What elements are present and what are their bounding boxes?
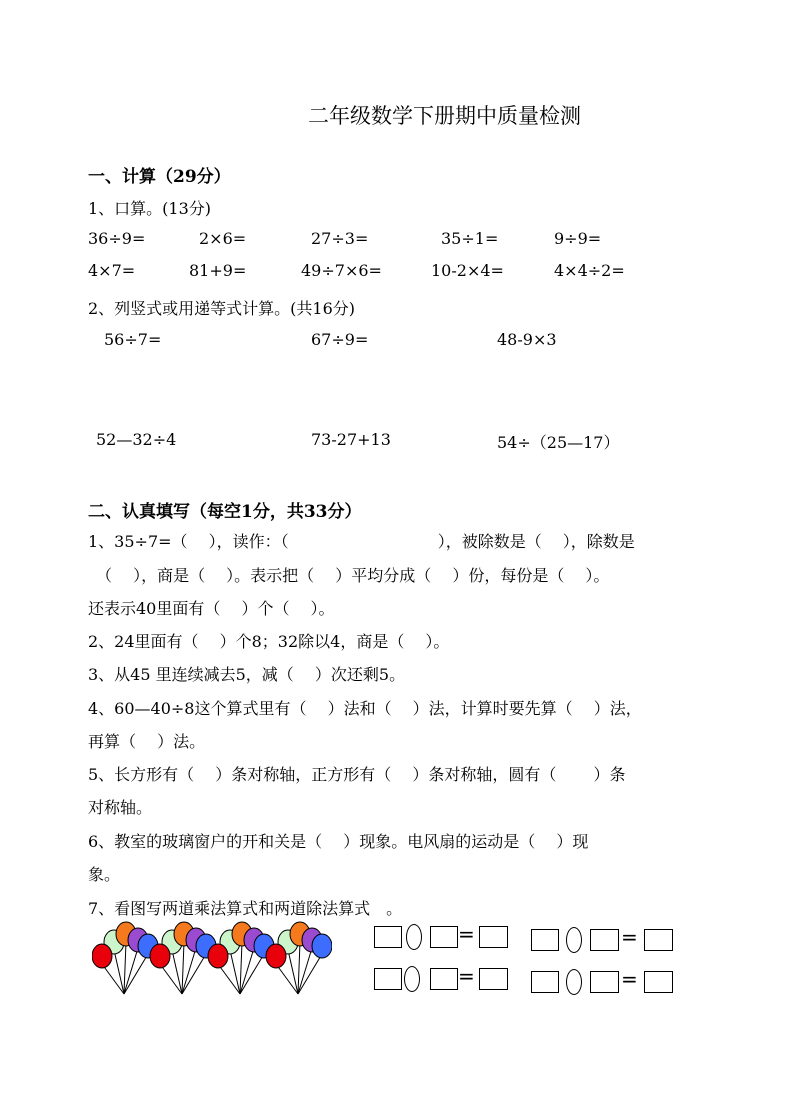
answer-box [590, 971, 619, 993]
fill-line: 象。 [88, 865, 121, 884]
oral-calc-item: 4×4÷2= [554, 261, 625, 280]
fill-line: 3、从45 里连续减去5，减（ ）次还剩5。 [88, 665, 406, 684]
oral-calc-item: 35÷1= [441, 229, 499, 248]
equals-sign: = [458, 922, 475, 946]
balloon-string [240, 942, 242, 994]
balloon-string [182, 948, 196, 994]
oral-calc-item: 4×7= [88, 261, 136, 280]
balloon-string [240, 948, 254, 994]
vertical-calc-item: 67÷9= [311, 330, 369, 349]
oral-calc-item: 81+9= [189, 261, 247, 280]
answer-box [374, 968, 402, 990]
balloon-string [298, 942, 300, 994]
oral-calc-item: 49÷7×6= [301, 261, 382, 280]
answer-box [430, 968, 458, 990]
balloon [150, 944, 170, 968]
vertical-calc-item: 52—32÷4 [96, 430, 177, 449]
fill-line: 1、35÷7=（ ），读作：（ ），被除数是（ ），除数是 [88, 532, 635, 551]
fill-line: 2、24里面有（ ）个8；32除以4，商是（ ）。 [88, 632, 450, 651]
oral-calc-item: 9÷9= [554, 229, 602, 248]
oral-calc-item: 10-2×4= [431, 261, 504, 280]
section-2-heading: 二、认真填写（每空1分，共33分） [88, 502, 362, 522]
answer-box [430, 926, 458, 948]
answer-box [531, 971, 559, 993]
balloon-bunch [150, 922, 216, 994]
operator-oval [566, 969, 582, 995]
section-1-heading: 一、计算（29分） [88, 167, 231, 187]
fill-line: 6、教室的玻璃窗户的开和关是（ ）现象。电风扇的运动是（ ）现 [88, 832, 589, 851]
balloon-bunch [208, 922, 274, 994]
page-title: 二年级数学下册期中质量检测 [308, 104, 581, 128]
balloon-string [240, 954, 264, 994]
q2-label: 2、列竖式或用递等式计算。(共16分) [88, 299, 356, 318]
oral-calc-item: 36÷9= [88, 229, 146, 248]
balloon [92, 944, 112, 968]
balloon-string [124, 948, 138, 994]
balloon-string [298, 948, 312, 994]
answer-box [374, 926, 402, 948]
fill-line: 对称轴。 [88, 798, 153, 817]
equals-sign: = [458, 964, 475, 988]
balloon [208, 944, 228, 968]
answer-box [479, 926, 508, 948]
answer-box [644, 971, 673, 993]
balloon-bunch [92, 922, 158, 994]
balloon-string [124, 954, 148, 994]
balloon-string [182, 954, 206, 994]
fill-line: 7、看图写两道乘法算式和两道除法算式 。 [88, 899, 403, 918]
oral-calc-item: 2×6= [199, 229, 247, 248]
balloon-bunch [266, 922, 332, 994]
fill-line: 4、60—40÷8这个算式里有（ ）法和（ ）法，计算时要先算（ ）法， [88, 699, 642, 718]
balloon [312, 934, 332, 958]
oral-calc-item: 27÷3= [311, 229, 369, 248]
fill-line: 再算（ ）法。 [88, 732, 206, 751]
balloon-string [298, 954, 322, 994]
answer-box [644, 929, 673, 951]
answer-box [531, 929, 559, 951]
balloon [266, 944, 286, 968]
operator-oval [404, 966, 420, 992]
operator-oval [566, 927, 582, 953]
vertical-calc-item: 54÷（25—17） [497, 433, 620, 452]
balloon-bunches-figure [92, 918, 332, 998]
balloon-string [124, 942, 126, 994]
equals-sign: = [621, 925, 638, 949]
equals-sign: = [621, 967, 638, 991]
vertical-calc-item: 56÷7= [104, 330, 162, 349]
fill-line: 还表示40里面有（ ）个（ ）。 [88, 599, 335, 618]
answer-box [590, 929, 619, 951]
fill-line: 5、长方形有（ ）条对称轴，正方形有（ ）条对称轴，圆有（ ）条 [88, 765, 626, 784]
fill-line: （ ），商是（ ）。表示把（ ）平均分成（ ）份，每份是（ ）。 [96, 566, 610, 585]
vertical-calc-item: 73-27+13 [311, 430, 391, 449]
vertical-calc-item: 48-9×3 [497, 330, 557, 349]
answer-box [479, 968, 508, 990]
balloon-string [182, 942, 184, 994]
operator-oval [406, 924, 422, 950]
q1-label: 1、口算。(13分) [88, 199, 212, 218]
